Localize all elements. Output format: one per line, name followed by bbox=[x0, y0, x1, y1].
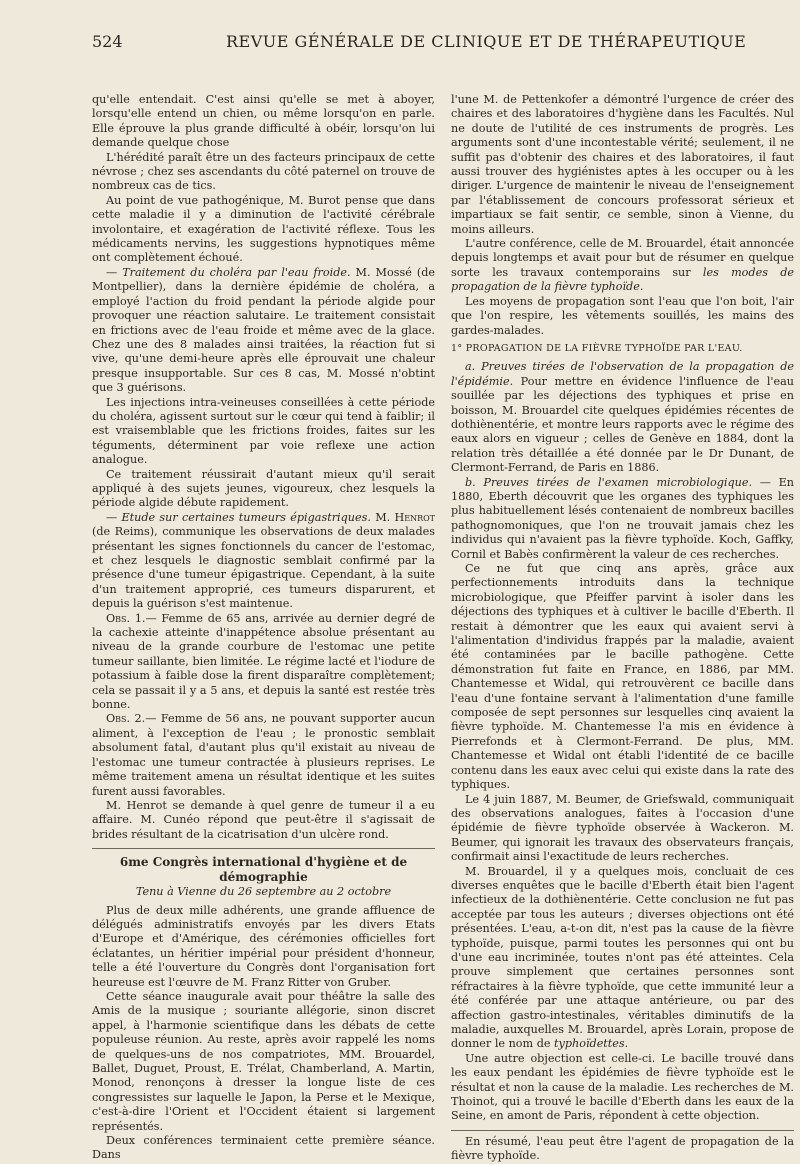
paragraph: L'hérédité paraît être un des facteurs principaux de cette névrose ; chez ses ascendants du côté paternel on trouve de nombreux cas de tics. bbox=[92, 150, 435, 193]
paragraph-body: M. Mossé (de Montpellier), dans la dernière épidémie de choléra, a employé l'action du froid pendant la période algide pour provoquer une réaction salutaire. Le traitement consistait en frictions avec de l'eau froide et même avec de la glace. Chez une des 8 malades ainsi traitées, la réaction fut si vive, qu'une demi-heure après elle éprouvait une chaleur presque insupportable. Sur ces 8 cas, M. Mossé n'obtint que 3 guérisons. bbox=[92, 265, 435, 395]
paragraph: L'autre conférence, celle de M. Brouardel, était annoncée depuis longtemps et avait pour but de résumer en quelque sorte les travaux contemporains sur les modes de propagation de la fièvre typhoïde. bbox=[451, 237, 794, 294]
subsection-title: a. Preuves tirées de l'observation de la propagation de l'épidémie. bbox=[451, 360, 794, 388]
paragraph: En résumé, l'eau peut être l'agent de propagation de la fièvre typhoïde. bbox=[451, 1134, 794, 1163]
paragraph: Au point de vue pathogénique, M. Burot pense que dans cette maladie il y a diminution de l'activité cérébrale involontaire, et exagération de l'activité réflexe. Tous les médicaments nervins, les suggestions hypnotiques même ont complètement échoué. bbox=[92, 193, 435, 265]
paragraph-body: (de Reims), communique les observations de deux malades présentant les signes fonctionnels du cancer de l'estomac, et chez lesquels le diagnostic semblait confirmé par la présence d'une tumeur épigastrique. Cependant, à la suite d'un traitement approprié, ces tumeurs disparurent, et depuis la guérison s'est maintenue. bbox=[92, 525, 435, 611]
observation bbox=[92, 612, 435, 713]
paragraph: Cette séance inaugurale avait pour théâtre la salle des Amis de la musique ; souriante allégorie, sinon discret appel, à l'harmonie scientifique dans les débats de cette populeuse réunion. Au reste, après avoir rappelé les noms de quelques-uns de nos compatriotes, MM. Brouardel, Ballet, Duguet, Proust, E. Trélat, Chamberland, A. Martin, Monod, renonçons à dresser la longue liste de ces congressistes sur laquelle le Japon, la Perse et le Mexique, c'est-à-dire l'Orient et l'Occident étaient si largement représentés. bbox=[92, 989, 435, 1133]
observation-body: — Femme de 56 ans, ne pouvant supporter aucun aliment, à l'exception de l'eau ; le pronostic semblait absolument fatal, d'autant plus qu'il existait au niveau de l'estomac une tumeur contractée à plusieurs reprises. Le même traitement amena un résultat identique et les suites furent aussi favorables. bbox=[92, 712, 435, 798]
congress-subtitle: Tenu à Vienne du 26 septembre au 2 octobre bbox=[135, 885, 392, 899]
congress-title: 6me Congrès international d'hygiène et de démographie bbox=[119, 855, 408, 885]
section-title: Traitement du choléra par l'eau froide. bbox=[122, 265, 351, 279]
author-name: Henrot bbox=[394, 510, 435, 524]
section-divider bbox=[451, 1130, 794, 1131]
paragraph: Deux conférences terminaient cette première séance. Dans bbox=[92, 1134, 435, 1162]
section-divider bbox=[92, 848, 435, 849]
paragraph: M. Henrot se demande à quel genre de tumeur il a eu affaire. M. Cunéo répond que peut-être il s'agissait de brides résultant de la cicatrisation d'un ulcère rond. bbox=[92, 798, 435, 841]
observation-label: Obs. 2. bbox=[106, 712, 146, 726]
paragraph: a. Preuves tirées de l'observation de la propagation de l'épidémie. Pour mettre en évidence l'influence de l'eau souillée par les déjections des typhiques et prise en boisson, M. Brouardel cite quelques épidémies récentes de dothiènentérie, et montre leurs rapports avec le régime des eaux alors en vigueur ; celles de Genève en 1884, dont la relation très détaillée a été donnée par le Dr Dunant, de Clermont-Ferrand, de Paris en 1886. bbox=[451, 360, 794, 475]
paragraph: b. Preuves tirées de l'examen microbiologique. — En 1880, Eberth découvrit que les organes des typhiques les plus habituellement lésés contenaient de nombreux bacilles pathognomoniques, que l'on ne trouvait jamais chez les individus qui n'avaient pas la fièvre typhoïde. Koch, Gaffky, Cornil et Babès confirmèrent la valeur de ces recherches. bbox=[451, 475, 794, 561]
paragraph: Le 4 juin 1887, M. Beumer, de Griefswald, communiquait des observations analogues, faites à l'occasion d'une épidémie de fièvre typhoïde observée à Wackeron. M. Beumer, qui ignorait les travaux des observateurs français, confirmait ainsi l'exactitude de leurs recherches. bbox=[451, 792, 794, 864]
subsection-title: b. Preuves tirées de l'examen microbiologique. bbox=[465, 475, 753, 489]
observation-body: — Femme de 65 ans, arrivée au dernier degré de la cachexie atteinte d'inappétence absolue présentant au niveau de la grande courbure de l'estomac une petite tumeur saillante, bien limitée. Le régime lacté et l'iodure de potassium à faible dose la firent disparaître complètement; cela se passait il y a 5 ans, et depuis la santé est restée très bonne. bbox=[92, 611, 435, 712]
paragraph: l'une M. de Pettenkofer a démontré l'urgence de créer des chaires et des laboratoires d'hygiène dans les Facultés. Nul ne doute de l'utilité de ces instruments de progrès. Les arguments sont d'une incontestable vérité; seulement, il ne suffit pas d'obtenir des chaires et des laboratoires, il faut aussi trouver des hygiénistes aptes à les occuper ou à les diriger. L'urgence de maintenir le niveau de l'enseignement par l'établissement de concours professorat sérieux et impartiaux se fait sentir, ce semble, sinon à Vienne, du moins ailleurs. bbox=[451, 93, 794, 236]
paragraph: qu'elle entendait. C'est ainsi qu'elle se met à aboyer, lorsqu'elle entend un chien, ou même lorsqu'on en parle. Elle éprouve la plus grande difficulté à obéir, lorsqu'on lui demande quelque chose bbox=[92, 93, 435, 150]
paragraph: — Etude sur certaines tumeurs épigastriques. M. Henrot (de Reims), communique les observations de deux malades présentant les signes fonctionnels du cancer de l'estomac, et chez lesquels le diagnostic semblait confirmé par la présence d'une tumeur épigastrique. Cependant, à la suite d'un traitement approprié, ces tumeurs disparurent, et depuis la guérison s'est maintenue. bbox=[92, 510, 435, 611]
left-column bbox=[92, 93, 435, 1163]
emphasis: les modes de propagation de la fièvre typhoïde. bbox=[451, 265, 794, 294]
paragraph: M. Brouardel, il y a quelques mois, concluait de ces diverses enquêtes que le bacille d'Eberth était bien l'agent infectieux de la dothiènentérie. Cette conclusion ne fut pas acceptée par tous les auteurs ; diverses objections ont été présentées. L'eau, a-t-on dit, n'est pas la cause de la fièvre typhoïde, puisque, parmi toutes les personnes qui ont bu d'une eau incriminée, toutes n'ont pas été atteintes. Cela prouve simplement que certaines personnes sont réfractaires à la fièvre typhoïde, que cette immunité leur a été conférée par une attaque antérieure, ou par des affection gastro-intestinales, véritables diminutifs de la maladie, auxquelles M. Brouardel, après Lorain, propose de donner le nom de typhoïdettes. bbox=[451, 864, 794, 1051]
right-column bbox=[451, 93, 794, 1164]
paragraph: Plus de deux mille adhérents, une grande affluence de délégués administratifs envoyés par les divers Etats d'Europe et d'Amérique, des cérémonies officielles fort éclatantes, un héritier impérial pour président d'honneur, telle a été l'ouverture du Congrès dont l'organisation fort heureuse est l'œuvre de M. Franz Ritter von Gruber. bbox=[92, 903, 435, 989]
paragraph: — Traitement du choléra par l'eau froide. M. Mossé (de Montpellier), dans la dernière épidémie de choléra, a employé l'action du froid pendant la période algide pour provoquer une réaction salutaire. Le traitement consistait en frictions avec de l'eau froide et même avec de la glace. Chez une des 8 malades ainsi traitées, la réaction fut si vive, qu'une demi-heure après elle éprouvait une chaleur presque insupportable. Sur ces 8 cas, M. Mossé n'obtint que 3 guérisons. bbox=[92, 265, 435, 395]
observation-label: Obs. 1. bbox=[106, 611, 146, 625]
paragraph: Ce ne fut que cinq ans après, grâce aux perfectionnements introduits dans la technique microbiologique, que Pfeiffer parvint à isoler dans les déjections des typhiques et à cultiver le bacille d'Eberth. Il restait à démontrer que les eaux qui avaient servi à l'alimentation d'individus frappés par la maladie, avaient été contaminées par le bacille pathogène. Cette démonstration fut faite en France, en 1886, par MM. Chantemesse et Widal, qui retrouvèrent ce bacille dans l'eau d'une fontaine servant à l'alimentation d'une famille composée de sept personnes sur lesquelles cinq avaient la fièvre typhoïde. M. Chantemesse l'a mis en évidence à Pierrefonds et à Clermont-Ferrand. De plus, MM. Chantemesse et Widal ont établi l'identité de ce bacille contenu dans les eaux avec celui qui existe dans la rate des typhiques. bbox=[451, 562, 794, 792]
subsection-heading: 1° PROPAGATION DE LA FIÈVRE TYPHOÏDE PAR L'EAU. bbox=[451, 342, 743, 354]
paragraph: Ce traitement réussirait d'autant mieux qu'il serait appliqué à des sujets jeunes, vigoureux, chez lesquels la période algide débute rapidement. bbox=[92, 467, 435, 510]
emphasis: typhoïdettes. bbox=[554, 1037, 629, 1051]
running-title: REVUE GÉNÉRALE DE CLINIQUE ET DE THÉRAPEUTIQUE bbox=[226, 32, 747, 51]
paragraph: Les injections intra-veineuses conseillées à cette période du choléra, agissent surtout sur le cœur qui tend à faiblir; il est vraisemblable que les frictions froides, faites sur les téguments, déterminent par voie reflexe une action analogue. bbox=[92, 395, 435, 467]
paragraph: Les moyens de propagation sont l'eau que l'on boit, l'air que l'on respire, les vêtements souillés, les mains des gardes-malades. bbox=[451, 294, 794, 337]
observation bbox=[92, 712, 435, 798]
paragraph: Une autre objection est celle-ci. Le bacille trouvé dans les eaux pendant les épidémies de fièvre typhoïde est le résultat et non la cause de la maladie. Les recherches de M. Thoinot, qui a trouvé le bacille d'Eberth dans les eaux de la Seine, en amont de Paris, répondent à cette objection. bbox=[451, 1051, 794, 1123]
page-header bbox=[92, 20, 782, 54]
section-title: Etude sur certaines tumeurs épigastriques. bbox=[121, 510, 371, 524]
page-number: 524 bbox=[92, 32, 123, 51]
